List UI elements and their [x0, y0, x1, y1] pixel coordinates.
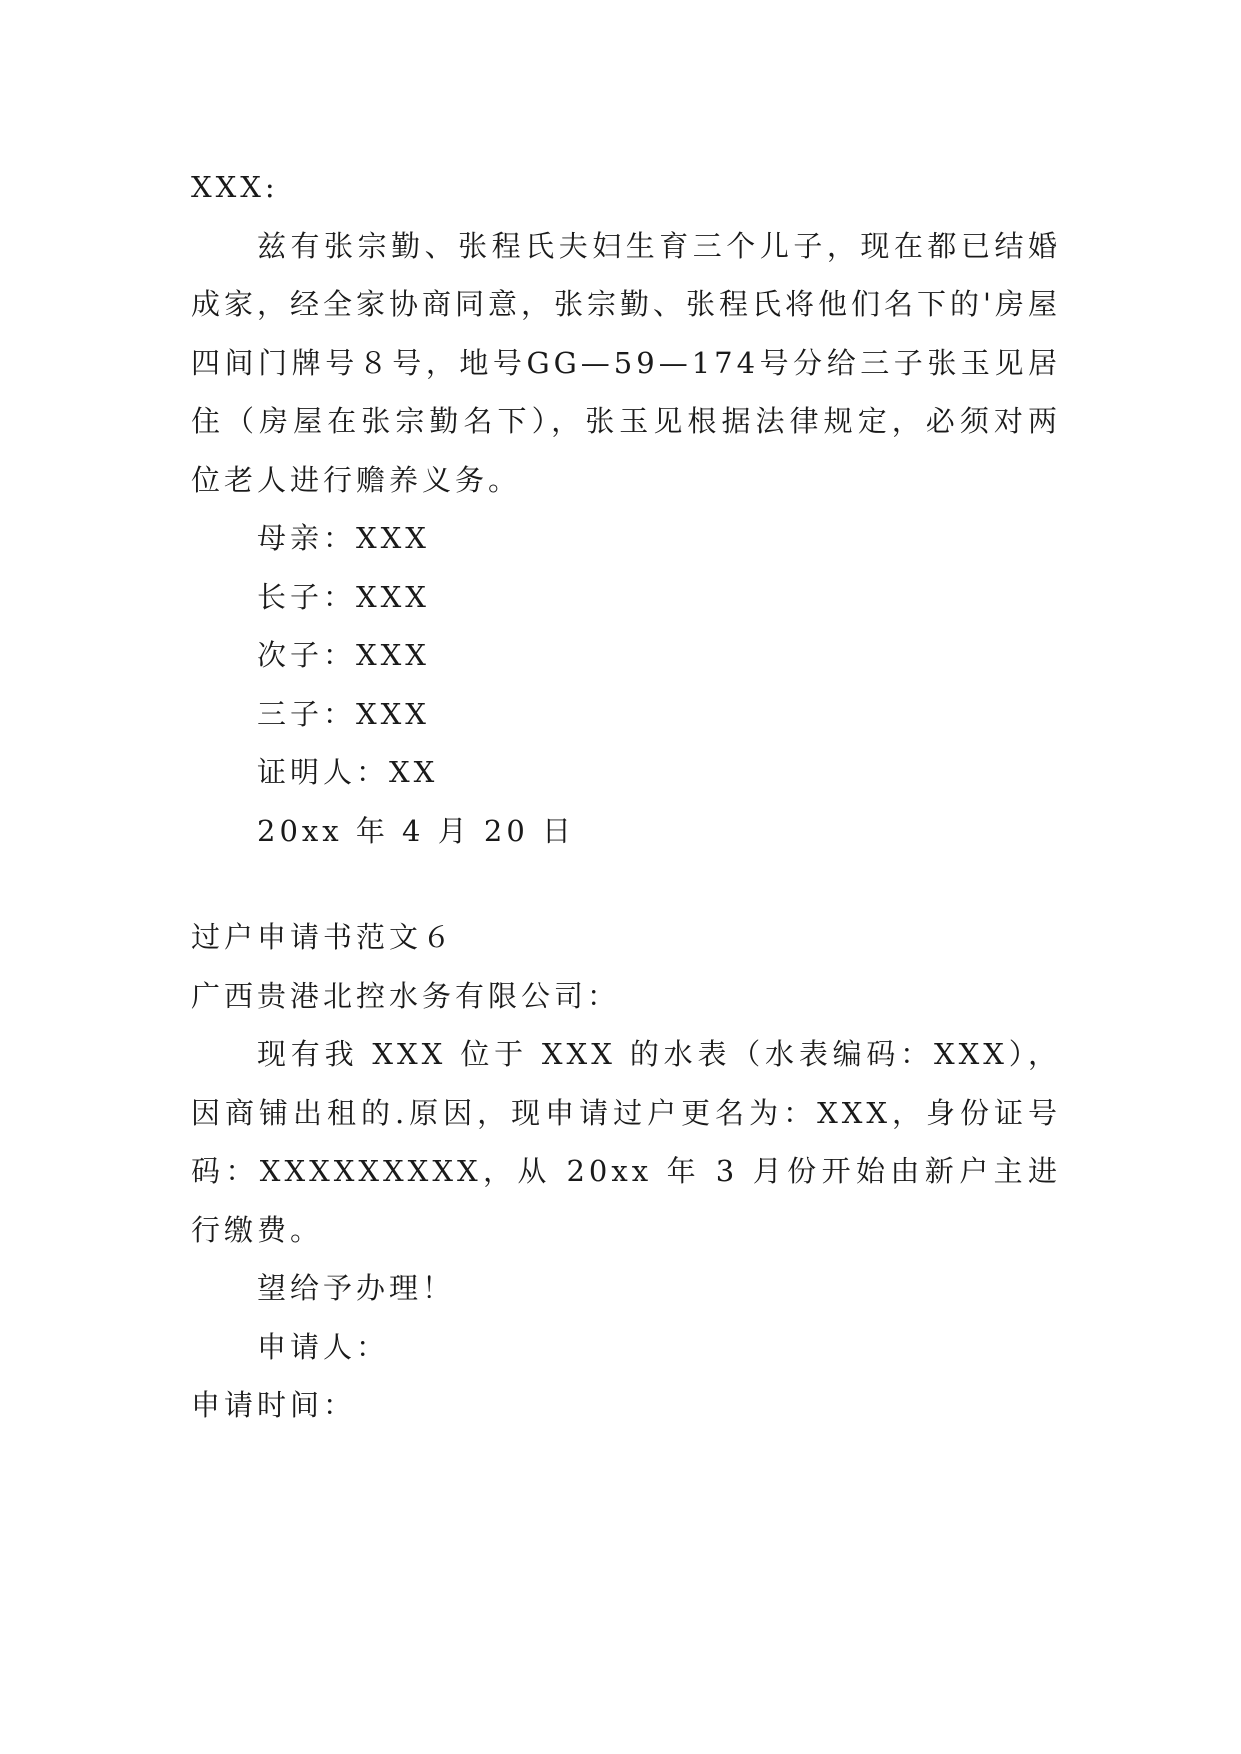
- application-time-label: 申请时间：: [191, 1388, 357, 1422]
- statement-body: 兹有张宗勤、张程氏夫妇生育三个儿子，现在都已结婚成家，经全家协商同意，张宗勤、张程氏将他们名下的'房屋四间门牌号８号，地号GG—59—174号分给三子张玉见居住（房屋在张宗勤名下），张玉见根据法律规定，必须对两位老人进行赡养义务。: [191, 228, 1061, 497]
- addressee: 广西贵港北控水务有限公司：: [191, 978, 621, 1013]
- section-household-statement: [191, 158, 1061, 860]
- section-transfer-application: [191, 908, 1061, 1435]
- salutation: XXX:: [191, 170, 279, 204]
- signature-mother: 母亲：XXX: [257, 521, 430, 555]
- signature-eldest-son: 长子：XXX: [257, 579, 430, 614]
- signature-second-son: 次子：XXX: [257, 638, 430, 672]
- application-body: 现有我 XXX 位于 XXX 的水表（水表编码：XXX），因商铺出租的.原因，现申请过户更名为：XXX，身份证号码：XXXXXXXXX，从 20xx 年 3 月份开始由新户主进行缴费。: [191, 1037, 1061, 1247]
- signature-witness: 证明人：XX: [257, 755, 439, 789]
- section-title: 过户申请书范文６: [191, 920, 456, 954]
- applicant-label: 申请人：: [257, 1329, 390, 1364]
- document-page: [191, 158, 1061, 1435]
- closing-request: 望给予办理！: [257, 1271, 456, 1305]
- statement-date: 20xx 年 4 月 20 日: [257, 813, 576, 848]
- signature-third-son: 三子：XXX: [257, 696, 430, 731]
